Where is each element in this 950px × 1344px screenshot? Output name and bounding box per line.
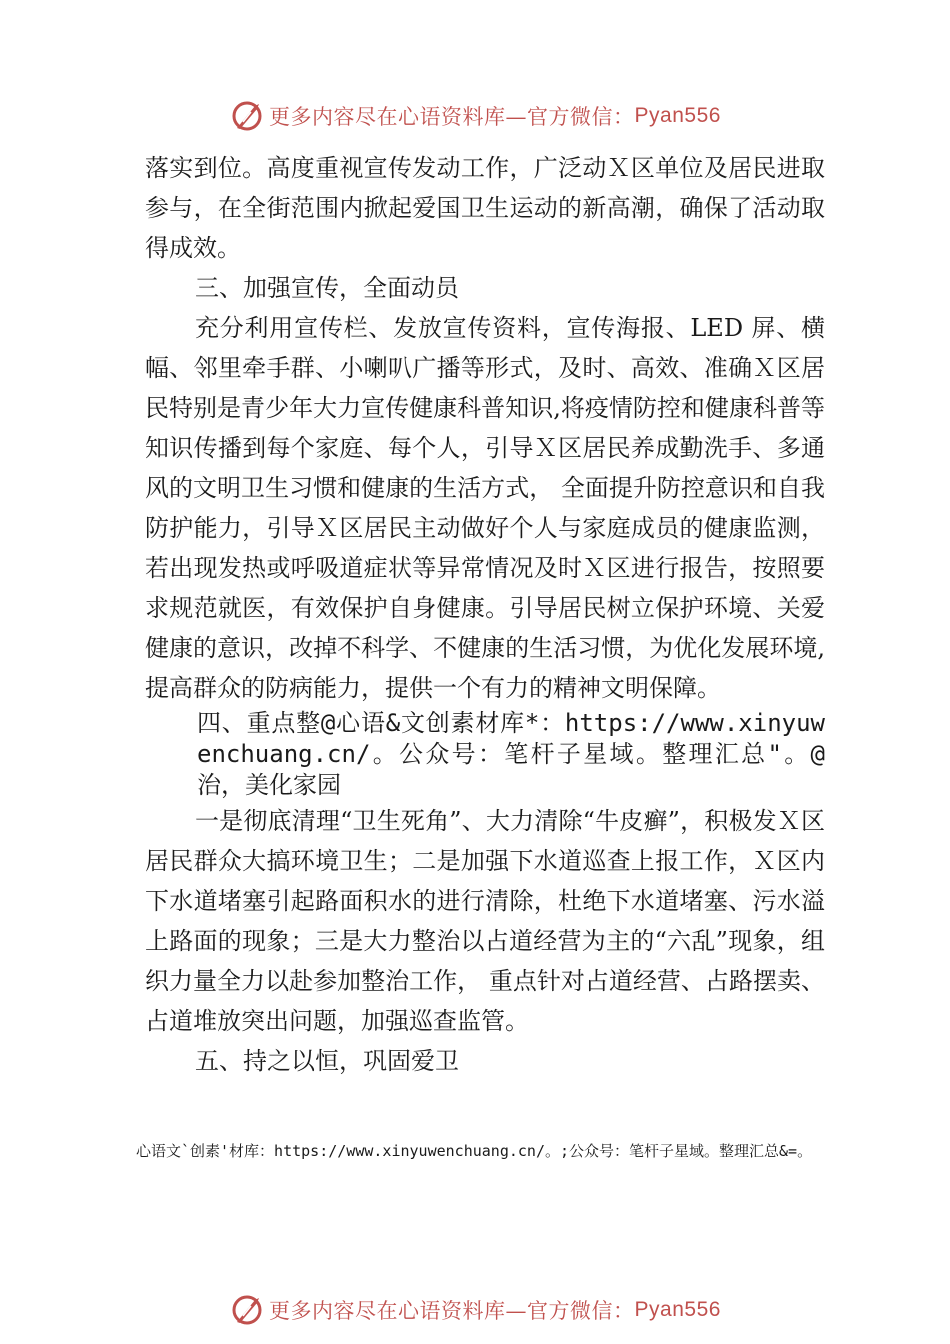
footer-banner <box>0 1290 950 1330</box>
banner-wechat-id: Pyan556 <box>634 104 721 127</box>
section-heading-4: 四、重点整@心语&文创素材库*：https://www.xinyuwenchuang.cn/。公众号：笔杆子星域。整理汇总"。@治，美化家园 <box>197 709 825 799</box>
paragraph-cleanup: 一是彻底清理“卫生死角”、大力清除“牛皮癣”，积极发Ｘ区居民群众大搞环境卫生；二是加强下水道巡查上报工作，Ｘ区内下水道堵塞引起路面积水的进行清除，杜绝下水道堵塞、污水溢上路面的现象；三是大力整治以占道经营为主的“六乱”现象，组织力量全力以赴参加整治工作， 重点针对占道经营、占路摆卖、占道堆放突出问题，加强巡查监管。 <box>145 807 825 1035</box>
quill-logo-icon <box>229 1292 265 1328</box>
banner-wechat-id: Pyan556 <box>634 1298 721 1321</box>
quill-logo-icon <box>229 98 265 134</box>
banner-text: 更多内容尽在心语资料库—官方微信： <box>269 105 635 129</box>
header-banner <box>0 96 950 136</box>
paragraph-publicity: 充分利用宣传栏、发放宣传资料，宣传海报、LED 屏、横幅、邻里牵手群、小喇叭广播等形式，及时、高效、准确Ｘ区居民特别是青少年大力宣传健康科普知识,将疫情防控和健康科普等知识传播到每个家庭、每个人，引导Ｘ区居民养成勤洗手、多通风的文明卫生习惯和健康的生活方式， 全面提升防控意识和自我防护能力，引导Ｘ区居民主动做好个人与家庭成员的健康监测，若出现发热或呼吸道症状等异常情况及时Ｘ区进行报告，按照要求规范就医，有效保护自身健康。引导居民树立保护环境、关爱健康的意识，改掉不科学、不健康的生活习惯，为优化发展环境,提高群众的防病能力，提供一个有力的精神文明保障。 <box>145 314 825 702</box>
section-heading-5: 五、持之以恒，巩固爱卫 <box>195 1047 459 1075</box>
paragraph-continuation: 落实到位。高度重视宣传发动工作，广泛动Ｘ区单位及居民进取参与，在全街范围内掀起爱国卫生运动的新高潮，确保了活动取得成效。 <box>145 154 825 262</box>
document-body <box>145 148 825 1081</box>
section-heading-3: 三、加强宣传，全面动员 <box>195 274 459 302</box>
banner-text: 更多内容尽在心语资料库—官方微信： <box>269 1299 635 1323</box>
footer-watermark-note: 心语文`创素'材库：https://www.xinyuwenchuang.cn/。;公众号：笔杆子星域。整理汇总&=。 <box>136 1142 813 1160</box>
